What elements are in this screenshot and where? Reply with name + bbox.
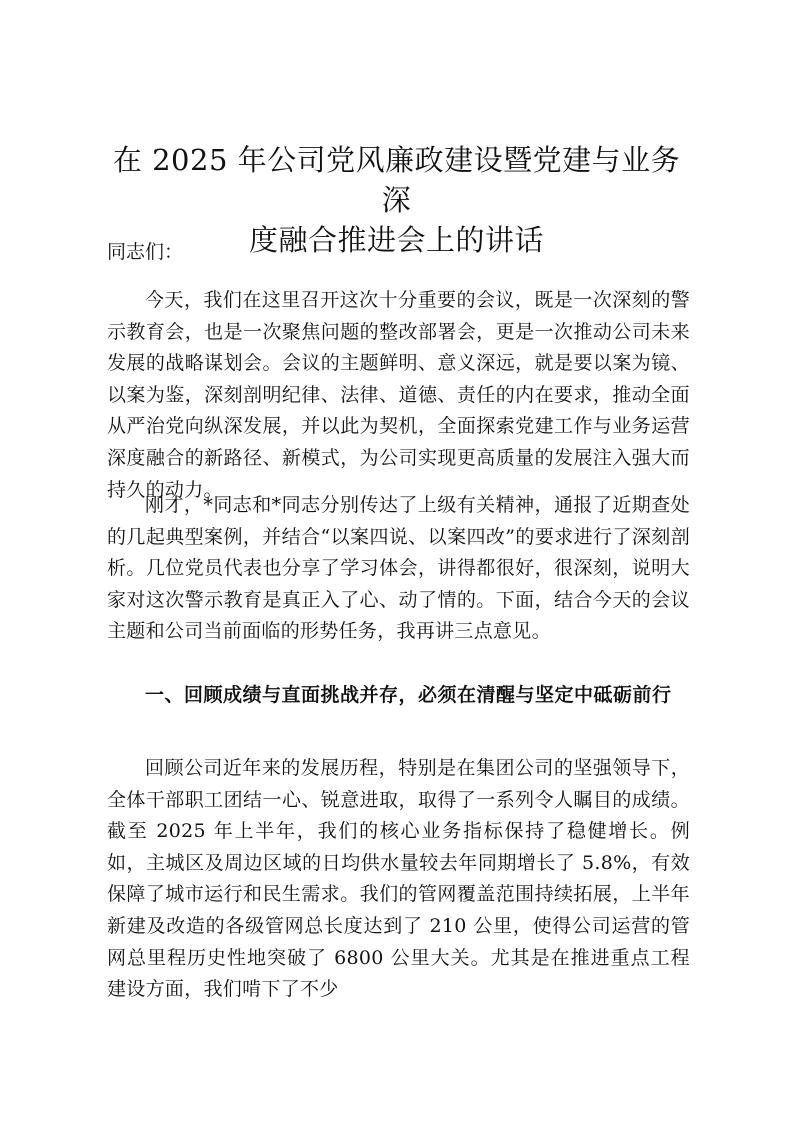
paragraph-opening: 今天，我们在这里召开这次十分重要的会议，既是一次深刻的警示教育会，也是一次聚焦问题的整改部署会，更是一次推动公司未来发展的战略谋划会。会议的主题鲜明、意义深远，就是要以案为镜、以案为鉴，深刻剖明纪律、法律、道德、责任的内在要求，推动全面从严治党向纵深发展，并以此为契机，全面探索党建工作与业务运营深度融合的新路径、新模式，为公司实现更高质量的发展注入强大而持久的动力。 [107, 289, 690, 501]
paragraph-section-1: 回顾公司近年来的发展历程，特别是在集团公司的坚强领导下，全体干部职工团结一心、锐意进取，取得了一系列令人瞩目的成绩。截至 2025 年上半年，我们的核心业务指标保持了稳健增长。例如，主城区及周边区域的日均供水量较去年同期增长了 5.8%，有效保障了城市运行和民生需求。我们的管网覆盖范围持续拓展，上半年新建及改造的各级管网总长度达到了 210 公里，使得公司运营的管网总里程历史性地突破了 6800 公里大关。尤其是在推进重点工程建设方面，我们啃下了不少 [107, 757, 690, 1001]
section-heading-1: 一、回顾成绩与直面挑战并存，必须在清醒与坚定中砥砺前行 [145, 684, 672, 706]
title-line-1: 在 2025 年公司党风廉政建设暨党建与业务深 [112, 143, 681, 217]
paragraph-context: 刚才，*同志和*同志分别传达了上级有关精神，通报了近期查处的几起典型案例，并结合“以案四说、以案四改”的要求进行了深刻剖析。几位党员代表也分享了学习体会，讲得都很好，很深刻，说明大家对这次警示教育是真正入了心、动了情的。下面，结合今天的会议主题和公司当前面临的形势任务，我再讲三点意见。 [107, 494, 690, 643]
document-title [100, 140, 693, 260]
title-line-2: 度融合推进会上的讲话 [248, 223, 544, 257]
salutation: 同志们： [107, 241, 184, 263]
